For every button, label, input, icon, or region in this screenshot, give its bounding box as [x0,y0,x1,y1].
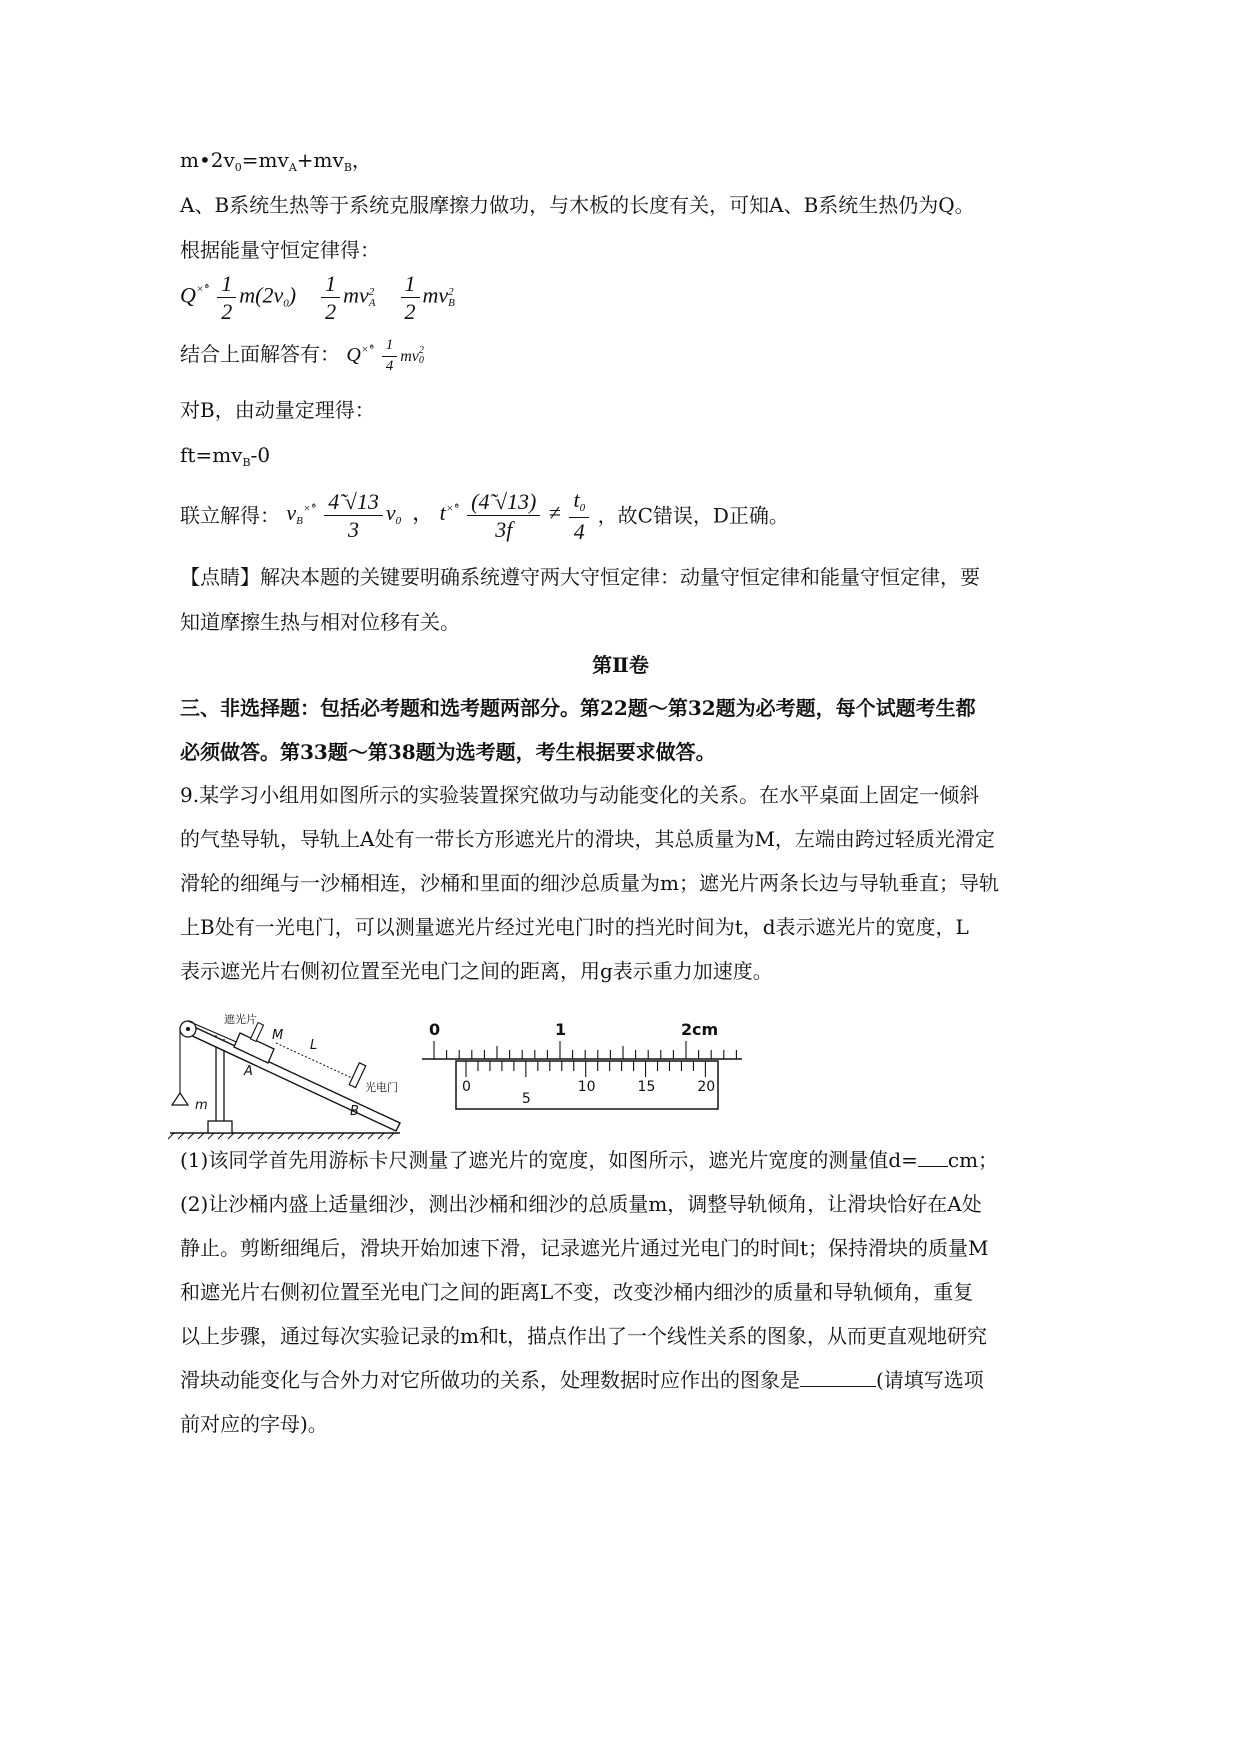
answer-blank-width[interactable] [918,1164,948,1167]
equation-momentum: $m•2v_0=mv_A+mv_B$， [180,148,372,174]
caliper-unit: cm [692,1020,719,1039]
question-line2: 的气垫导轨，导轨上A处有一带长方形遮光片的滑块，其总质量为M，左端由跨过轻质光滑定 [180,827,995,851]
svg-text:B: B [350,1104,359,1119]
svg-text:光电门: 光电门 [365,1081,398,1094]
text-impulse-theorem: 对B，由动量定理得： [180,398,375,422]
answer-line4: 和遮光片右侧初位置至光电门之间的距离L不变，改变沙桶内细沙的质量和导轨倾角，重复 [180,1280,974,1304]
answer-line1: (1)该同学首先用游标卡尺测量了遮光片的宽度，如图所示，遮光片宽度的测量值d= cm； [180,1148,999,1172]
answer-line3: 静止。剪断细绳后，滑块开始加速下滑，记录遮光片通过光电门的时间t；保持滑块的质量M [180,1236,989,1260]
heading-part3-line1: 三、非选择题：包括必考题和选考题两部分。第22题～第32题为必考题，每个试题考生都 [180,696,976,720]
question-line1: 9.某学习小组用如图所示的实验装置探究做功与动能变化的关系。在水平桌面上固定一倾斜 [180,783,980,807]
vernier-label: 10 [577,1079,596,1095]
svg-text:L: L [310,1038,318,1053]
answer-line5: 以上步骤，通过每次实验记录的m和t，描点作出了一个线性关系的图象，从而更直观地研究 [180,1324,988,1348]
text-tip-line1: 【点睛】解决本题的关键要明确系统遵守两大守恒定律：动量守恒定律和能量守恒定律，要 [180,565,980,589]
vernier-label: 15 [637,1079,656,1095]
incline-apparatus-figure [168,1005,413,1140]
text-heat-statement: A、B系统生热等于系统克服摩擦力做功，与木板的长度有关，可知A、B系统生热仍为Q。 [180,193,975,217]
question-line3: 滑轮的细绳与一沙桶相连，沙桶和里面的细沙总质量为m；遮光片两条长边与导轨垂直；导轨 [180,871,999,895]
equation-energy: Q×̊° $\frac{1}{2}$ $m(2v_0)$ $\frac{1}{2}$ mv 2 A $\frac{1}{2}$ mv 2 B [180,271,455,325]
equation-solution: 联立解得： $v_B^{\times̊^\circ}$ $\frac{4̃ √13}{3}$ $v_0$ ， t×̊° $\frac{(4̃ √13)}{3f}$ ≠ $\frac{t_0}{4}$ ，故C错误，D正确。 [180,487,789,544]
svg-text:A: A [244,1064,253,1079]
vernier-label: 5 [521,1091,531,1107]
question-line4: 上B处有一光电门，可以测量遮光片经过光电门时的挡光时间为t，d表示遮光片的宽度，L [180,915,969,939]
svg-text:遮光片: 遮光片 [224,1013,257,1026]
vernier-label: 20 [697,1079,716,1095]
main-scale-label: 0 [429,1020,441,1039]
heading-part3-line2: 必须做答。第33题～第38题为选考题，考生根据要求做答。 [180,740,716,764]
section-title: 第Ⅱ卷 [592,653,649,677]
main-scale-label: 2 [681,1020,693,1039]
main-scale-label: 1 [555,1020,567,1039]
text-energy-conservation: 根据能量守恒定律得： [180,238,380,262]
vernier-label: 0 [462,1079,471,1095]
answer-blank-graph[interactable] [800,1384,876,1387]
svg-text:M: M [272,1028,284,1043]
answer-line2: (2)让沙桶内盛上适量细沙，测出沙桶和细沙的总质量m，调整导轨倾角，让滑块恰好在A处 [180,1192,982,1216]
equation-combined: 结合上面解答有： Q×̊° $\frac{1}{4}$ mv 2 0 [180,337,424,374]
question-line5: 表示遮光片右侧初位置至光电门之间的距离，用g表示重力加速度。 [180,959,773,983]
text-tip-line2: 知道摩擦生热与相对位移有关。 [180,610,460,634]
answer-line7: 前对应的字母)。 [180,1412,328,1436]
svg-text:m: m [195,1098,208,1113]
equation-impulse: $ft=mv_B-0$ [180,443,271,469]
answer-line6: 滑块动能变化与合外力对它所做功的关系，处理数据时应作出的图象是 (请填写选项 [180,1368,984,1392]
vernier-caliper-figure [422,1015,742,1125]
